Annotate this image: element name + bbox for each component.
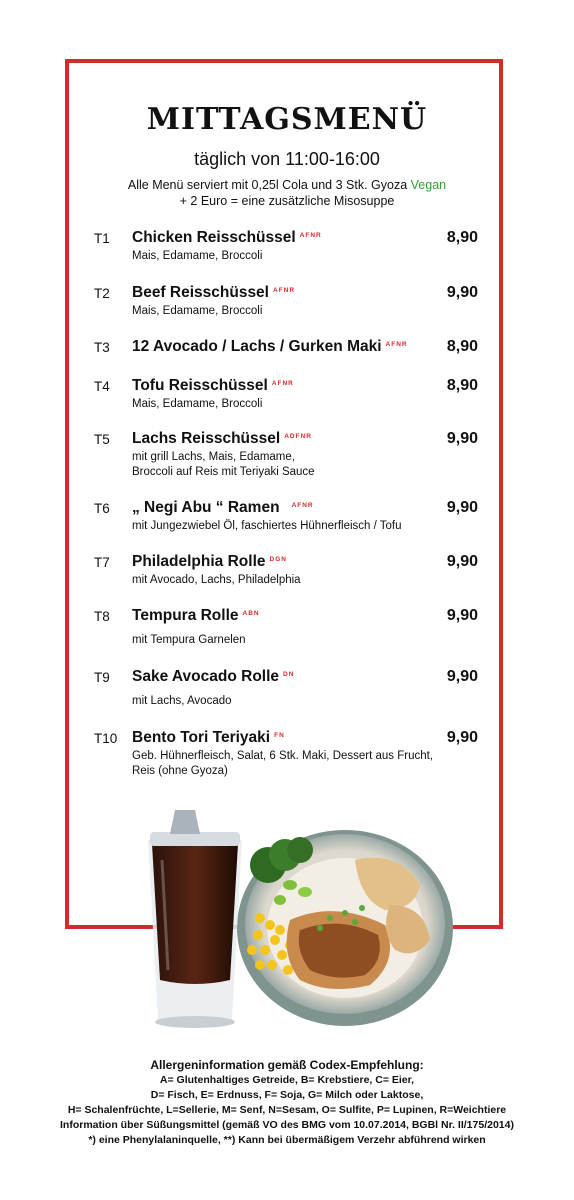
item-name [132, 377, 294, 395]
item-name-text: Bento Tori Teriyaki [132, 729, 271, 746]
item-price: 8,90 [446, 338, 478, 355]
item-code: T10 [94, 731, 118, 746]
food-photo [140, 810, 460, 1035]
item-name-text: Beef Reisschüssel [132, 284, 269, 301]
item-code: T6 [94, 501, 110, 516]
item-description: Mais, Edamame, Broccoli [132, 250, 263, 262]
item-description: mit Avocado, Lachs, Philadelphia [132, 574, 301, 586]
item-name [132, 284, 295, 302]
item-name [132, 729, 285, 747]
item-price: 8,90 [446, 377, 478, 394]
item-description [132, 749, 477, 779]
rice-bowl-image [237, 830, 453, 1026]
item-name-text: „ Negi Abu “ Ramen [132, 499, 280, 516]
sweetener-note: *) eine Phenylalaninquelle, **) Kann bei übermäßigem Verzehr abführend wirken [88, 1134, 486, 1146]
item-code: T3 [94, 340, 110, 355]
item-code: T8 [94, 609, 110, 624]
allergen-heading: Allergeninformation gemäß Codex-Empfehlung: [150, 1058, 424, 1072]
cola-glass-image [148, 810, 242, 1028]
item-name-text: Chicken Reisschüssel [132, 229, 296, 246]
item-name-text: Lachs Reisschüssel [132, 430, 281, 447]
item-price: 9,90 [446, 553, 478, 570]
allergen-codes: ABN [242, 610, 260, 617]
item-price: 8,90 [446, 229, 478, 246]
item-description: mit Tempura Garnelen [132, 634, 246, 646]
menu-note [0, 177, 574, 209]
item-name-text: Sake Avocado Rolle [132, 668, 280, 685]
item-code: T2 [94, 286, 110, 301]
sweetener-info: Information über Süßungsmittel (gemäß VO des BMG vom 10.07.2014, BGBl Nr. II/175/2014) [60, 1119, 514, 1131]
item-price: 9,90 [446, 284, 478, 301]
item-name [132, 553, 287, 571]
item-price: 9,90 [446, 668, 478, 685]
item-name-text: Tempura Rolle [132, 607, 239, 624]
item-code: T4 [94, 379, 110, 394]
item-name [132, 338, 408, 356]
item-description: Mais, Edamame, Broccoli [132, 398, 263, 410]
allergen-codes: FN [274, 732, 285, 739]
item-price: 9,90 [446, 607, 478, 624]
item-name-text: Philadelphia Rolle [132, 553, 266, 570]
item-name-text: Tofu Reisschüssel [132, 377, 268, 394]
allergen-codes: DN [283, 671, 295, 678]
item-code: T5 [94, 432, 110, 447]
allergen-codes: DGN [269, 556, 287, 563]
allergen-codes: AFNR [299, 232, 322, 239]
item-name [132, 430, 312, 448]
item-description: Mais, Edamame, Broccoli [132, 305, 263, 317]
item-name [132, 668, 294, 686]
item-description-line: mit grill Lachs, Mais, Edamame, [132, 451, 295, 463]
item-code: T1 [94, 231, 110, 246]
item-description-line: Reis (ohne Gyoza) [132, 765, 228, 777]
allergen-line: A= Glutenhaltiges Getreide, B= Krebstiere, C= Eier, [159, 1074, 415, 1086]
allergen-codes: AFNR [273, 287, 296, 294]
item-description-line: Geb. Hühnerfleisch, Salat, 6 Stk. Maki, Dessert aus Frucht, [132, 750, 434, 762]
item-description: mit Lachs, Avocado [132, 695, 232, 707]
allergen-info [0, 1058, 574, 1148]
allergen-line: H= Schalenfrüchte, L=Sellerie, M= Senf, N=Sesam, O= Sulfite, P= Lupinen, R=Weichtiere [67, 1104, 507, 1116]
item-code: T7 [94, 555, 110, 570]
item-name-text: 12 Avocado / Lachs / Gurken Maki [132, 338, 382, 355]
item-price: 9,90 [446, 430, 478, 447]
allergen-codes: AFNR [271, 380, 294, 387]
note-line1: Alle Menü serviert mit 0,25l Cola und 3 Stk. Gyoza [127, 178, 408, 192]
note-line2: + 2 Euro = eine zusätzliche Misosuppe [179, 194, 395, 208]
allergen-codes: AFNR [291, 502, 314, 509]
item-description-line: Broccoli auf Reis mit Teriyaki Sauce [132, 466, 315, 478]
item-name [132, 499, 314, 517]
vegan-label: Vegan [410, 178, 447, 192]
allergen-codes: AFNR [385, 341, 408, 348]
item-name [132, 229, 322, 247]
opening-hours: täglich von 11:00-16:00 [194, 149, 380, 169]
item-description: mit Jungezwiebel Öl, faschiertes Hühnerfleisch / Tofu [132, 520, 402, 532]
item-price: 9,90 [446, 729, 478, 746]
allergen-codes: ADFNR [284, 433, 312, 440]
item-price: 9,90 [446, 499, 478, 516]
item-description [132, 450, 477, 480]
item-name [132, 607, 260, 625]
item-code: T9 [94, 670, 110, 685]
allergen-line: D= Fisch, E= Erdnuss, F= Soja, G= Milch oder Laktose, [150, 1089, 424, 1101]
page-title: MITTAGSMENÜ [146, 102, 428, 137]
